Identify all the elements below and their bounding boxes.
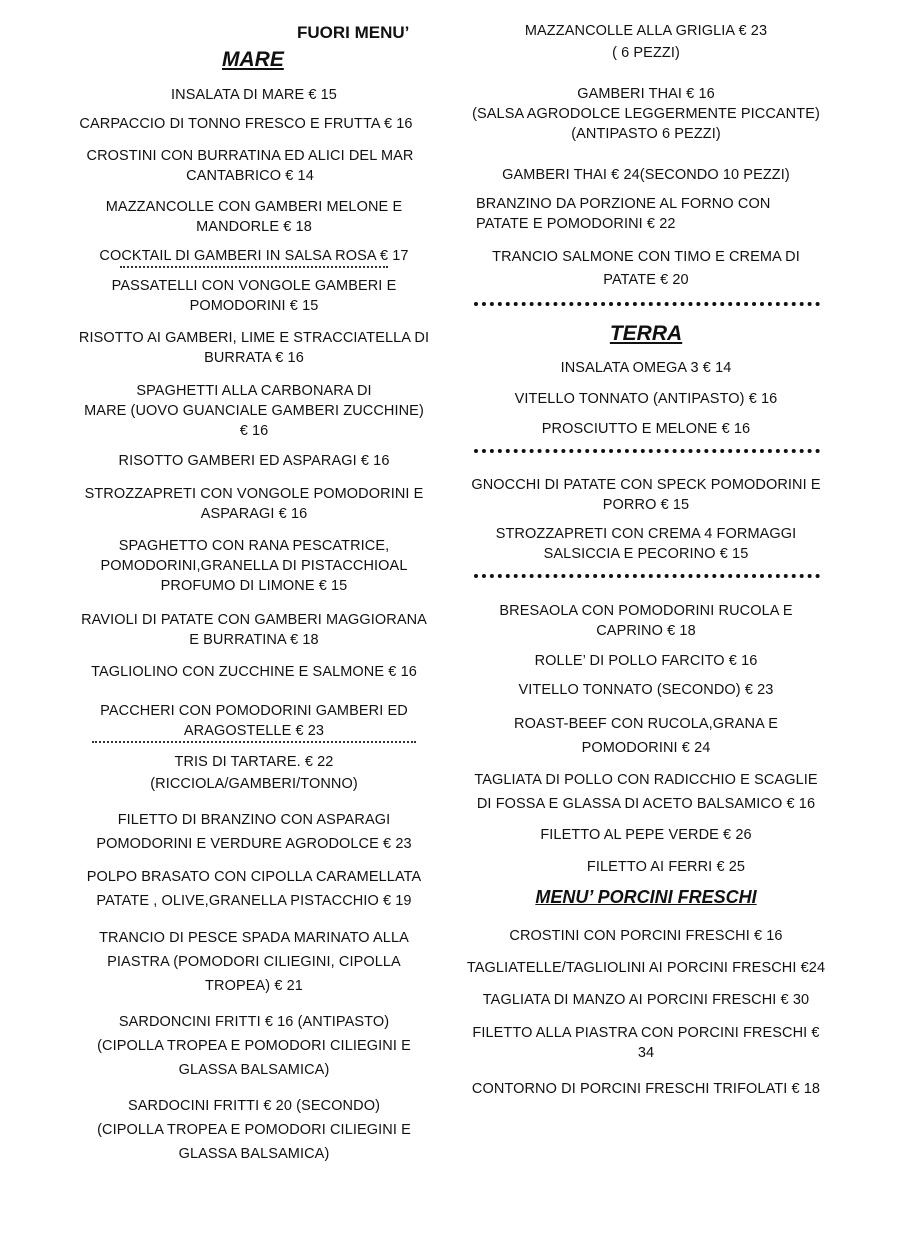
divider-dotted [474,449,820,453]
section-terra-heading: TERRA [609,322,683,345]
menu-item: RISOTTO GAMBERI ED ASPARAGI € 16 [118,453,390,469]
menu-item: RAVIOLI DI PATATE CON GAMBERI MAGGIORANA E BURRATINA € 18 [81,612,427,648]
menu-item: POLPO BRASATO CON CIPOLLA CARAMELLATA PATATE , OLIVE,GRANELLA PISTACCHIO € 19 [86,869,422,909]
menu-item: GAMBERI THAI € 16 (SALSA AGRODOLCE LEGGERMENTE PICCANTE) (ANTIPASTO 6 PEZZI) [472,86,820,142]
menu-item: SARDONCINI FRITTI € 16 (ANTIPASTO) (CIPOLLA TROPEA E POMODORI CILIEGINI E GLASSA BALSAMICA) [97,1014,411,1078]
menu-item: SPAGHETTO CON RANA PESCATRICE, POMODORINI,GRANELLA DI PISTACCHIOAL PROFUMO DI LIMONE € 15 [100,538,408,594]
menu-item: ROLLE’ DI POLLO FARCITO € 16 [534,653,758,669]
menu-item: INSALATA DI MARE € 15 [171,87,337,103]
section-porcini-heading: MENU’ PORCINI FRESCHI [535,887,757,907]
menu-item: VITELLO TONNATO (SECONDO) € 23 [518,682,774,698]
menu-item: TAGLIATELLE/TAGLIOLINI AI PORCINI FRESCHI €24 [466,960,826,976]
menu-item: RISOTTO AI GAMBERI, LIME E STRACCIATELLA DI BURRATA € 16 [78,330,430,366]
section-mare-heading: MARE [222,48,284,71]
menu-item: VITELLO TONNATO (ANTIPASTO) € 16 [514,391,778,407]
menu-item: FILETTO ALLA PIASTRA CON PORCINI FRESCHI € 34 [472,1025,820,1061]
menu-item: FILETTO AI FERRI € 25 [586,859,746,875]
menu-item: CARPACCIO DI TONNO FRESCO E FRUTTA € 16 [79,116,413,132]
menu-item: TRIS DI TARTARE. € 22 (RICCIOLA/GAMBERI/TONNO) [150,754,358,792]
menu-item: PASSATELLI CON VONGOLE GAMBERI E POMODORINI € 15 [111,278,397,314]
menu-item: CONTORNO DI PORCINI FRESCHI TRIFOLATI € 18 [471,1081,821,1097]
divider-dotted [92,741,416,743]
divider-dotted [474,302,820,306]
menu-item: MAZZANCOLLE CON GAMBERI MELONE E MANDORLE € 18 [105,199,403,235]
menu-item: STROZZAPRETI CON CREMA 4 FORMAGGI SALSICCIA E PECORINO € 15 [495,526,797,562]
menu-item: MAZZANCOLLE ALLA GRIGLIA € 23 ( 6 PEZZI) [524,23,768,61]
menu-item: TAGLIATA DI MANZO AI PORCINI FRESCHI € 30 [482,992,810,1008]
menu-item: FILETTO AL PEPE VERDE € 26 [540,827,752,843]
menu-item: GNOCCHI DI PATATE CON SPECK POMODORINI E PORRO € 15 [471,477,821,513]
menu-item: ROAST-BEEF CON RUCOLA,GRANA E POMODORINI € 24 [514,716,778,756]
page-title: FUORI MENU’ [297,23,410,42]
menu-item: CROSTINI CON BURRATINA ED ALICI DEL MAR CANTABRICO € 14 [86,148,414,184]
menu-item: TAGLIATA DI POLLO CON RADICCHIO E SCAGLIE DI FOSSA E GLASSA DI ACETO BALSAMICO € 16 [474,772,818,812]
menu-item: GAMBERI THAI € 24(SECONDO 10 PEZZI) [502,167,790,183]
divider-dotted [474,574,820,578]
menu-item: TRANCIO DI PESCE SPADA MARINATO ALLA PIASTRA (POMODORI CILIEGINI, CIPOLLA TROPEA) € 21 [99,930,409,994]
menu-item: SPAGHETTI ALLA CARBONARA DI MARE (UOVO GUANCIALE GAMBERI ZUCCHINE) € 16 [84,383,424,439]
menu-item: STROZZAPRETI CON VONGOLE POMODORINI E ASPARAGI € 16 [84,486,424,522]
menu-item: BRESAOLA CON POMODORINI RUCOLA E CAPRINO € 18 [499,603,793,639]
menu-item: PROSCIUTTO E MELONE € 16 [541,421,751,437]
menu-item: TRANCIO SALMONE CON TIMO E CREMA DI PATATE € 20 [492,249,800,288]
menu-item: CROSTINI CON PORCINI FRESCHI € 16 [509,928,783,944]
divider-dotted [120,266,388,268]
menu-item: TAGLIOLINO CON ZUCCHINE E SALMONE € 16 [91,664,417,680]
menu-item: BRANZINO DA PORZIONE AL FORNO CON PATATE E POMODORINI € 22 [476,196,771,232]
menu-item: INSALATA OMEGA 3 € 14 [560,360,732,376]
menu-item: COCKTAIL DI GAMBERI IN SALSA ROSA € 17 [99,248,409,264]
menu-item: SARDOCINI FRITTI € 20 (SECONDO) (CIPOLLA TROPEA E POMODORI CILIEGINI E GLASSA BALSAMICA) [97,1098,411,1162]
menu-item: PACCHERI CON POMODORINI GAMBERI ED ARAGOSTELLE € 23 [100,703,408,739]
menu-item: FILETTO DI BRANZINO CON ASPARAGI POMODORINI E VERDURE AGRODOLCE € 23 [96,812,412,852]
